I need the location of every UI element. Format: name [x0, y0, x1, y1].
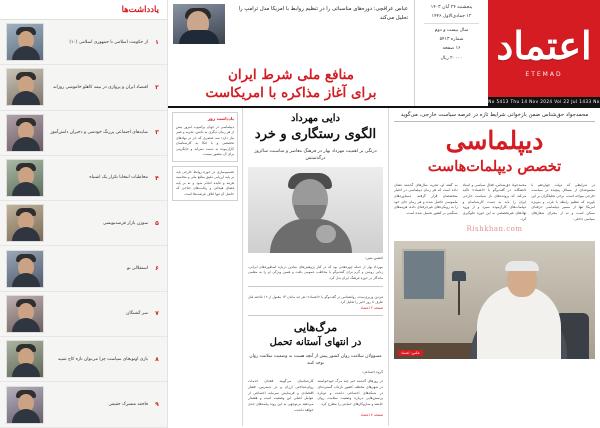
- feature-bottom-paragraph-right: در روزهای گذشته خبر چند مرگ خودخواسته در شهرهای مختلف کشور بازتاب گسترده‌ای در شبکه‌های اجتماعی داشت و دوباره پرسش‌هایی درباره وضعیت سلامت روان جامعه و سازوکارهای حمایتی را مطرح کرد.: [317, 379, 383, 406]
- note-text: مخاطبات انتخابا تکرار یک اشتباه: [89, 175, 148, 181]
- note-index: ۳: [155, 129, 159, 137]
- feature-photo-body: [270, 219, 352, 253]
- feature-bottom-subtitle: مسوولان سلامت روان کشور پیش از آنچه هست به وضعیت سلامت روان توجه کنند: [249, 353, 382, 366]
- sidebar-header: [0, 0, 167, 20]
- feature-photo-hand: [316, 225, 336, 243]
- photo-subject-hair: [505, 261, 539, 271]
- main-story-paragraph-left: به گفته او، تجربه سال‌های گذشته نشان داده است که هر زمان دیپلماسی در اختیار متخصصان قرار گرفته، دستاوردهای ملموسی حاصل شده و هر زمان جای خود را به رویکردهای غیرحرفه‌ای داده، هزینه‌های سنگینی بر کشور تحمیل شده است.: [393, 182, 458, 215]
- main-story-title: [394, 127, 595, 177]
- avatar[interactable]: [6, 68, 44, 106]
- note-index: ۴: [155, 174, 159, 182]
- main-story-column: [388, 108, 600, 426]
- feature-top-caption: مهرداد بهار از جمله چهره‌هایی بود که در کنار پژوهش‌های بنیادین درباره اسطوره‌های ایرانی، زبانی روشن و گرم برای گفت‌وگو با مخاطب عمومی یافت و همین ویژگی او را به معلمی ماندگار در حوزه فرهنگ ایران بدل کرد.: [248, 264, 383, 280]
- note-text: سایه‌های اجتماعی پررنگ خودشی و ذخیران دانش‌آموز: [50, 130, 148, 136]
- note-index: ۹: [155, 401, 159, 409]
- note-text: از حکومت اسلامی تا جمهوری اسلامی (۱۰): [69, 39, 148, 45]
- lead-title-line2: برای آغاز مذاکره با امریکاست: [205, 84, 377, 101]
- feature-top-title-line1: دایی مهرداد: [291, 113, 340, 124]
- feature-column: [242, 108, 388, 426]
- note-text: فاجعه مشترک حقیقی: [108, 401, 148, 407]
- sidebar-note-list: [0, 20, 167, 428]
- editorial-note-top: [172, 112, 238, 162]
- main-title-line2: تخصص دیپلمات‌هاست: [427, 157, 562, 175]
- issue-pages: ۱۶ صفحه: [442, 46, 461, 52]
- list-item[interactable]: [0, 20, 167, 65]
- editorial-note-top-text: دیپلماسی در جهان پرآشوب امروز بیش از هر زمان دیگری به دانش، تجربه و صبر نیاز دارد؛ سه عنصری که جز در نهادهای تخصصی و با اتکا به کارشناسان کارآزموده به دست نمی‌آید و جایگزینی برای آن متصور نیست.: [176, 124, 234, 157]
- photo-lamp-stem: [458, 281, 460, 315]
- main-story-paragraph-right: در شرایطی که دولت چهاردهم با مجموعه‌ای از مسائل پیچیده در سیاست خارجی مواجه است، برخی تحلیلگران بر این باورند که تنظیم رابطه با غرب و به‌ویژه امریکا تنها از مسیر دیپلماسی حرفه‌ای ممکن است و نه از مجرای شعارهای سیاسی داخلی.: [531, 182, 595, 221]
- list-item[interactable]: [0, 382, 167, 427]
- lead-title: [174, 66, 408, 102]
- feature-note-more-link[interactable]: صفحه ۲ اعتماد: [360, 305, 383, 310]
- newspaper-page: [168, 0, 600, 428]
- note-text: سر گشتگان: [126, 311, 148, 317]
- avatar[interactable]: [6, 204, 44, 242]
- note-text: سوزن بازار قرضه‌نویسی: [103, 220, 148, 226]
- avatar[interactable]: [6, 159, 44, 197]
- feature-top-photo: [248, 167, 383, 253]
- avatar[interactable]: [6, 114, 44, 152]
- lead-kicker: عباس عراقچی: دوره‌های مناسباتی را در تنظیم روابط با امریکا مدل ترامپ را تحلیل می‌کند: [238, 6, 408, 21]
- logo-latin-name: ETEMAD: [525, 71, 563, 79]
- lead-portrait-photo: [173, 4, 225, 44]
- note-index: ۲: [155, 83, 159, 91]
- avatar[interactable]: [6, 295, 44, 333]
- feature-bottom-text-columns: [248, 379, 383, 413]
- main-story-photo: [394, 241, 595, 359]
- page-body: [168, 108, 600, 426]
- issue-date-jalali: پنجشنبه ۲۴ آبان ۱۴۰۳: [430, 5, 473, 10]
- feature-bottom-more-link[interactable]: صفحه ۷ اعتماد: [360, 413, 383, 418]
- note-index: ۱: [155, 38, 159, 46]
- feature-top-byline: افشین متین:: [365, 256, 383, 261]
- editorial-note-bottom: [172, 166, 238, 202]
- photo-lamp-shade: [452, 271, 466, 281]
- avatar[interactable]: [6, 23, 44, 61]
- note-text: بازی اوتوبخای سیاست چرا می‌توان تازه کاج شبیه: [57, 356, 148, 362]
- feature-top-subtitle: درنگی بر اهمیت مهرداد بهار در فرهنگ معاصر و مناسبت سالروز درگذشتش: [254, 148, 377, 161]
- photo-window: [402, 249, 446, 301]
- note-index: ۵: [155, 219, 159, 227]
- editorial-note-bottom-text: تصمیم‌سازی در حوزه روابط خارجی باید بر پایه ارزیابی دقیق منافع ملی و محاسبه هزینه و فایده انجام شود و نه بر پایه فضای هیجانی و رقابت‌های جناحی که حاصل آن تنها اتلاف فرصت‌ها است.: [176, 169, 234, 196]
- newspaper-logo: [488, 0, 600, 113]
- issue-year: سال بیست و دوم: [434, 28, 469, 34]
- lead-headline-block: [168, 0, 414, 106]
- note-index: ۷: [155, 310, 159, 318]
- list-item[interactable]: [0, 65, 167, 110]
- issue-price: ۲۰۰۰۰ ریال: [440, 55, 463, 61]
- masthead: [168, 0, 600, 113]
- list-item[interactable]: [0, 246, 167, 291]
- feature-bottom-title: [248, 321, 383, 350]
- meta-divider: [424, 23, 479, 24]
- feature-divider-1: [248, 286, 383, 287]
- avatar[interactable]: [6, 386, 44, 424]
- main-story-kicker: محمدجواد حق‌شناس ضمن بازخوانی شرایط تازه در عرصه سیاست خارجی، می‌گوید: [394, 112, 595, 122]
- editorial-note-heading: یادداشت روز: [207, 116, 234, 121]
- main-story-paragraph-middle: محمدجواد حق‌شناس، فعال سیاسی و استاد دانشگاه، در گفت‌وگو با «اعتماد» تاکید می‌کند که پرونده‌های باز سیاست خارجی ایران را باید به دست کارشناسان و دیپلمات‌های کارآزموده سپرد و از ورود نهادهای غیرتخصصی به این حوزه جلوگیری کرد.: [462, 182, 527, 221]
- sidebar-title: یادداشت‌ها: [121, 4, 159, 15]
- notes-sidebar: [0, 0, 168, 428]
- list-item[interactable]: [0, 111, 167, 156]
- feature-divider-2: [248, 315, 383, 316]
- portrait-body: [179, 30, 219, 44]
- issue-number: شماره ۵۴۱۳: [439, 37, 464, 43]
- feature-note-text: فردین وزیری‌سده، روانشناس در گفت‌وگو با «اعتماد»: هر چه ماندن ۱۴ مقتول از ۱۲ فاجعه قتل طرف ۸ روز اخیر را تحلیل کرد: [248, 294, 384, 305]
- feature-top-title: [248, 112, 383, 144]
- logo-wordmark: اعتماد: [496, 22, 592, 68]
- feature-bottom-title-line2: در انتهای آستانه تحمل: [269, 336, 362, 348]
- main-title-line1: دیپلماسی: [445, 126, 544, 155]
- lead-title-line1: منافع ملی شرط ایران: [228, 66, 354, 83]
- watermark-text: Rishkhan.com: [466, 225, 523, 234]
- main-story-text-columns: [394, 183, 595, 223]
- list-item[interactable]: [0, 292, 167, 337]
- feature-top-title-line2: الگوی رستگاری و خرد: [254, 127, 377, 142]
- feature-bottom-title-line1: مرگ‌هایی: [293, 320, 338, 334]
- list-item[interactable]: [0, 201, 167, 246]
- note-text: استقلالی نو: [127, 266, 148, 271]
- note-text: اقتصاد ایران و پروازی در نیمه کاهلو خاموشی روزانه: [52, 84, 148, 90]
- logo-issue-strip: No 5413 Thu 14 Nov 2024 Vol 22 Jul 1433 No 5413 16 Pages 12 20000 Rials: [488, 99, 600, 113]
- editorial-note-column: [168, 108, 242, 426]
- avatar[interactable]: [6, 340, 44, 378]
- list-item[interactable]: [0, 337, 167, 382]
- issue-date-hijri: ۱۲ جمادی‌الاول ۱۴۴۶: [431, 14, 472, 20]
- avatar[interactable]: [6, 250, 44, 288]
- main-photo-caption: عکس: اعتماد: [398, 350, 423, 356]
- note-index: ۸: [155, 355, 159, 363]
- feature-bottom-paragraph-left: کارشناسان می‌گویند فقدان خدمات روان‌شناختی ارزان و در دسترس، فشار اقتصادی و فرسایش سرمایه اجتماعی از عوامل اصلی این وضعیت است و هشدار می‌دهند بی‌توجهی به این روند پیامدهای جدی خواهد داشت.: [248, 379, 314, 412]
- issue-meta: [414, 0, 488, 106]
- list-item[interactable]: [0, 156, 167, 201]
- feature-bottom-byline: گروه اجتماعی:: [361, 369, 383, 374]
- note-index: ۶: [155, 265, 159, 273]
